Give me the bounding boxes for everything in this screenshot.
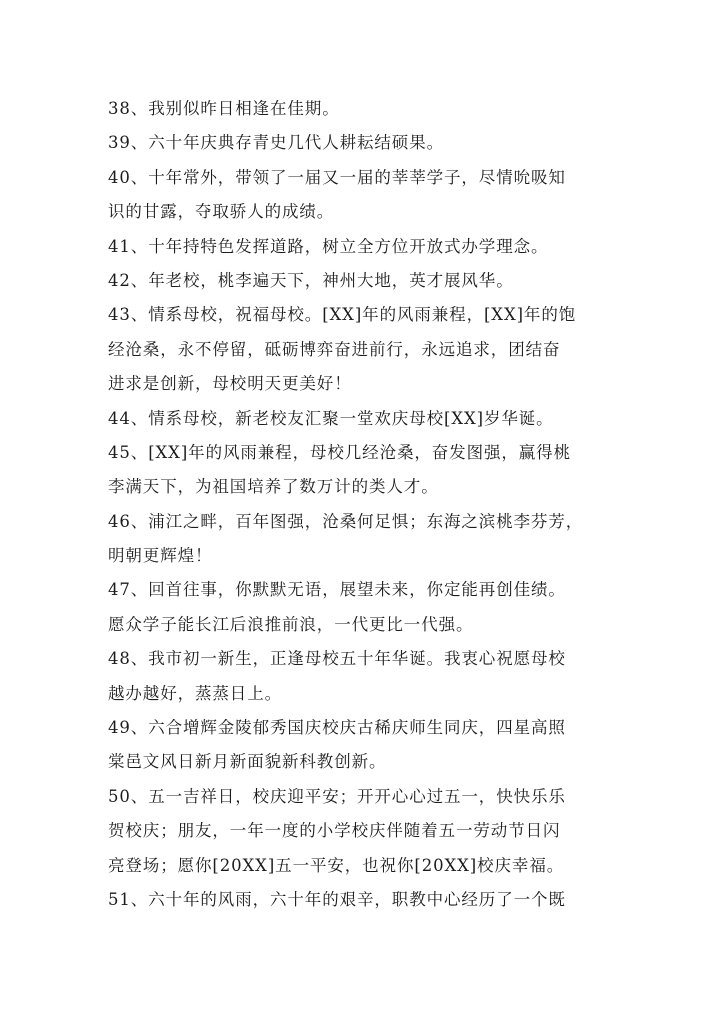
text-line: 李满天下，为祖国培养了数万计的类人才。	[108, 477, 439, 497]
text-line: 越办越好，蒸蒸日上。	[108, 683, 282, 703]
text-line: 48、我市初一新生，正逢母校五十年华诞。我衷心祝愿母校	[108, 649, 566, 669]
text-line: 40、十年常外，带领了一届又一届的莘莘学子，尽情吮吸知	[108, 167, 566, 187]
text-line: 44、情系母校，新老校友汇聚一堂欢庆母校[XX]岁华诞。	[108, 408, 554, 428]
text-line: 贺校庆；朋友，一年一度的小学校庆伴随着五一劳动节日闪	[108, 821, 561, 841]
text-line: 识的甘露，夺取骄人的成绩。	[108, 202, 335, 222]
text-line: 棠邑文风日新月新面貌新科教创新。	[108, 752, 387, 772]
text-line: 38、我别似昨日相逢在佳期。	[108, 99, 340, 118]
text-line: 43、情系母校，祝福母校。[XX]年的风雨兼程，[XX]年的饱	[108, 305, 577, 325]
text-line: 明朝更辉煌！	[108, 546, 213, 566]
text-line: 愿众学子能长江后浪推前浪，一代更比一代强。	[108, 614, 474, 634]
text-line: 50、五一吉祥日，校庆迎平安；开开心心过五一，快快乐乐	[108, 786, 566, 806]
text-line: 进求是创新，母校明天更美好！	[108, 374, 352, 394]
document-body	[108, 92, 618, 917]
text-line: 49、六合增辉金陵郁秀国庆校庆古稀庆师生同庆，四星高照	[108, 718, 566, 738]
text-line: 46、浦江之畔，百年图强，沧桑何足惧；东海之滨桃李芬芳，	[108, 511, 584, 531]
text-line: 39、六十年庆典存青史几代人耕耘结硕果。	[108, 133, 444, 153]
text-line: 42、年老校，桃李遍天下，神州大地，英才展风华。	[108, 270, 514, 290]
text-line: 41、十年持特色发挥道路，树立全方位开放式办学理念。	[108, 236, 549, 256]
text-line: 45、[XX]年的风雨兼程，母校几经沧桑，奋发图强，赢得桃	[108, 442, 571, 462]
text-line: 51、六十年的风雨，六十年的艰辛，职教中心经历了一个既	[108, 889, 566, 909]
text-line: 经沧桑，永不停留，砥砺博弈奋进前行，永远追求，团结奋	[108, 339, 561, 359]
text-line: 亮登场；愿你[20XX]五一平安，也祝你[20XX]校庆幸福。	[108, 855, 565, 875]
text-line: 47、回首往事，你默默无语，展望未来，你定能再创佳绩。	[108, 580, 566, 600]
